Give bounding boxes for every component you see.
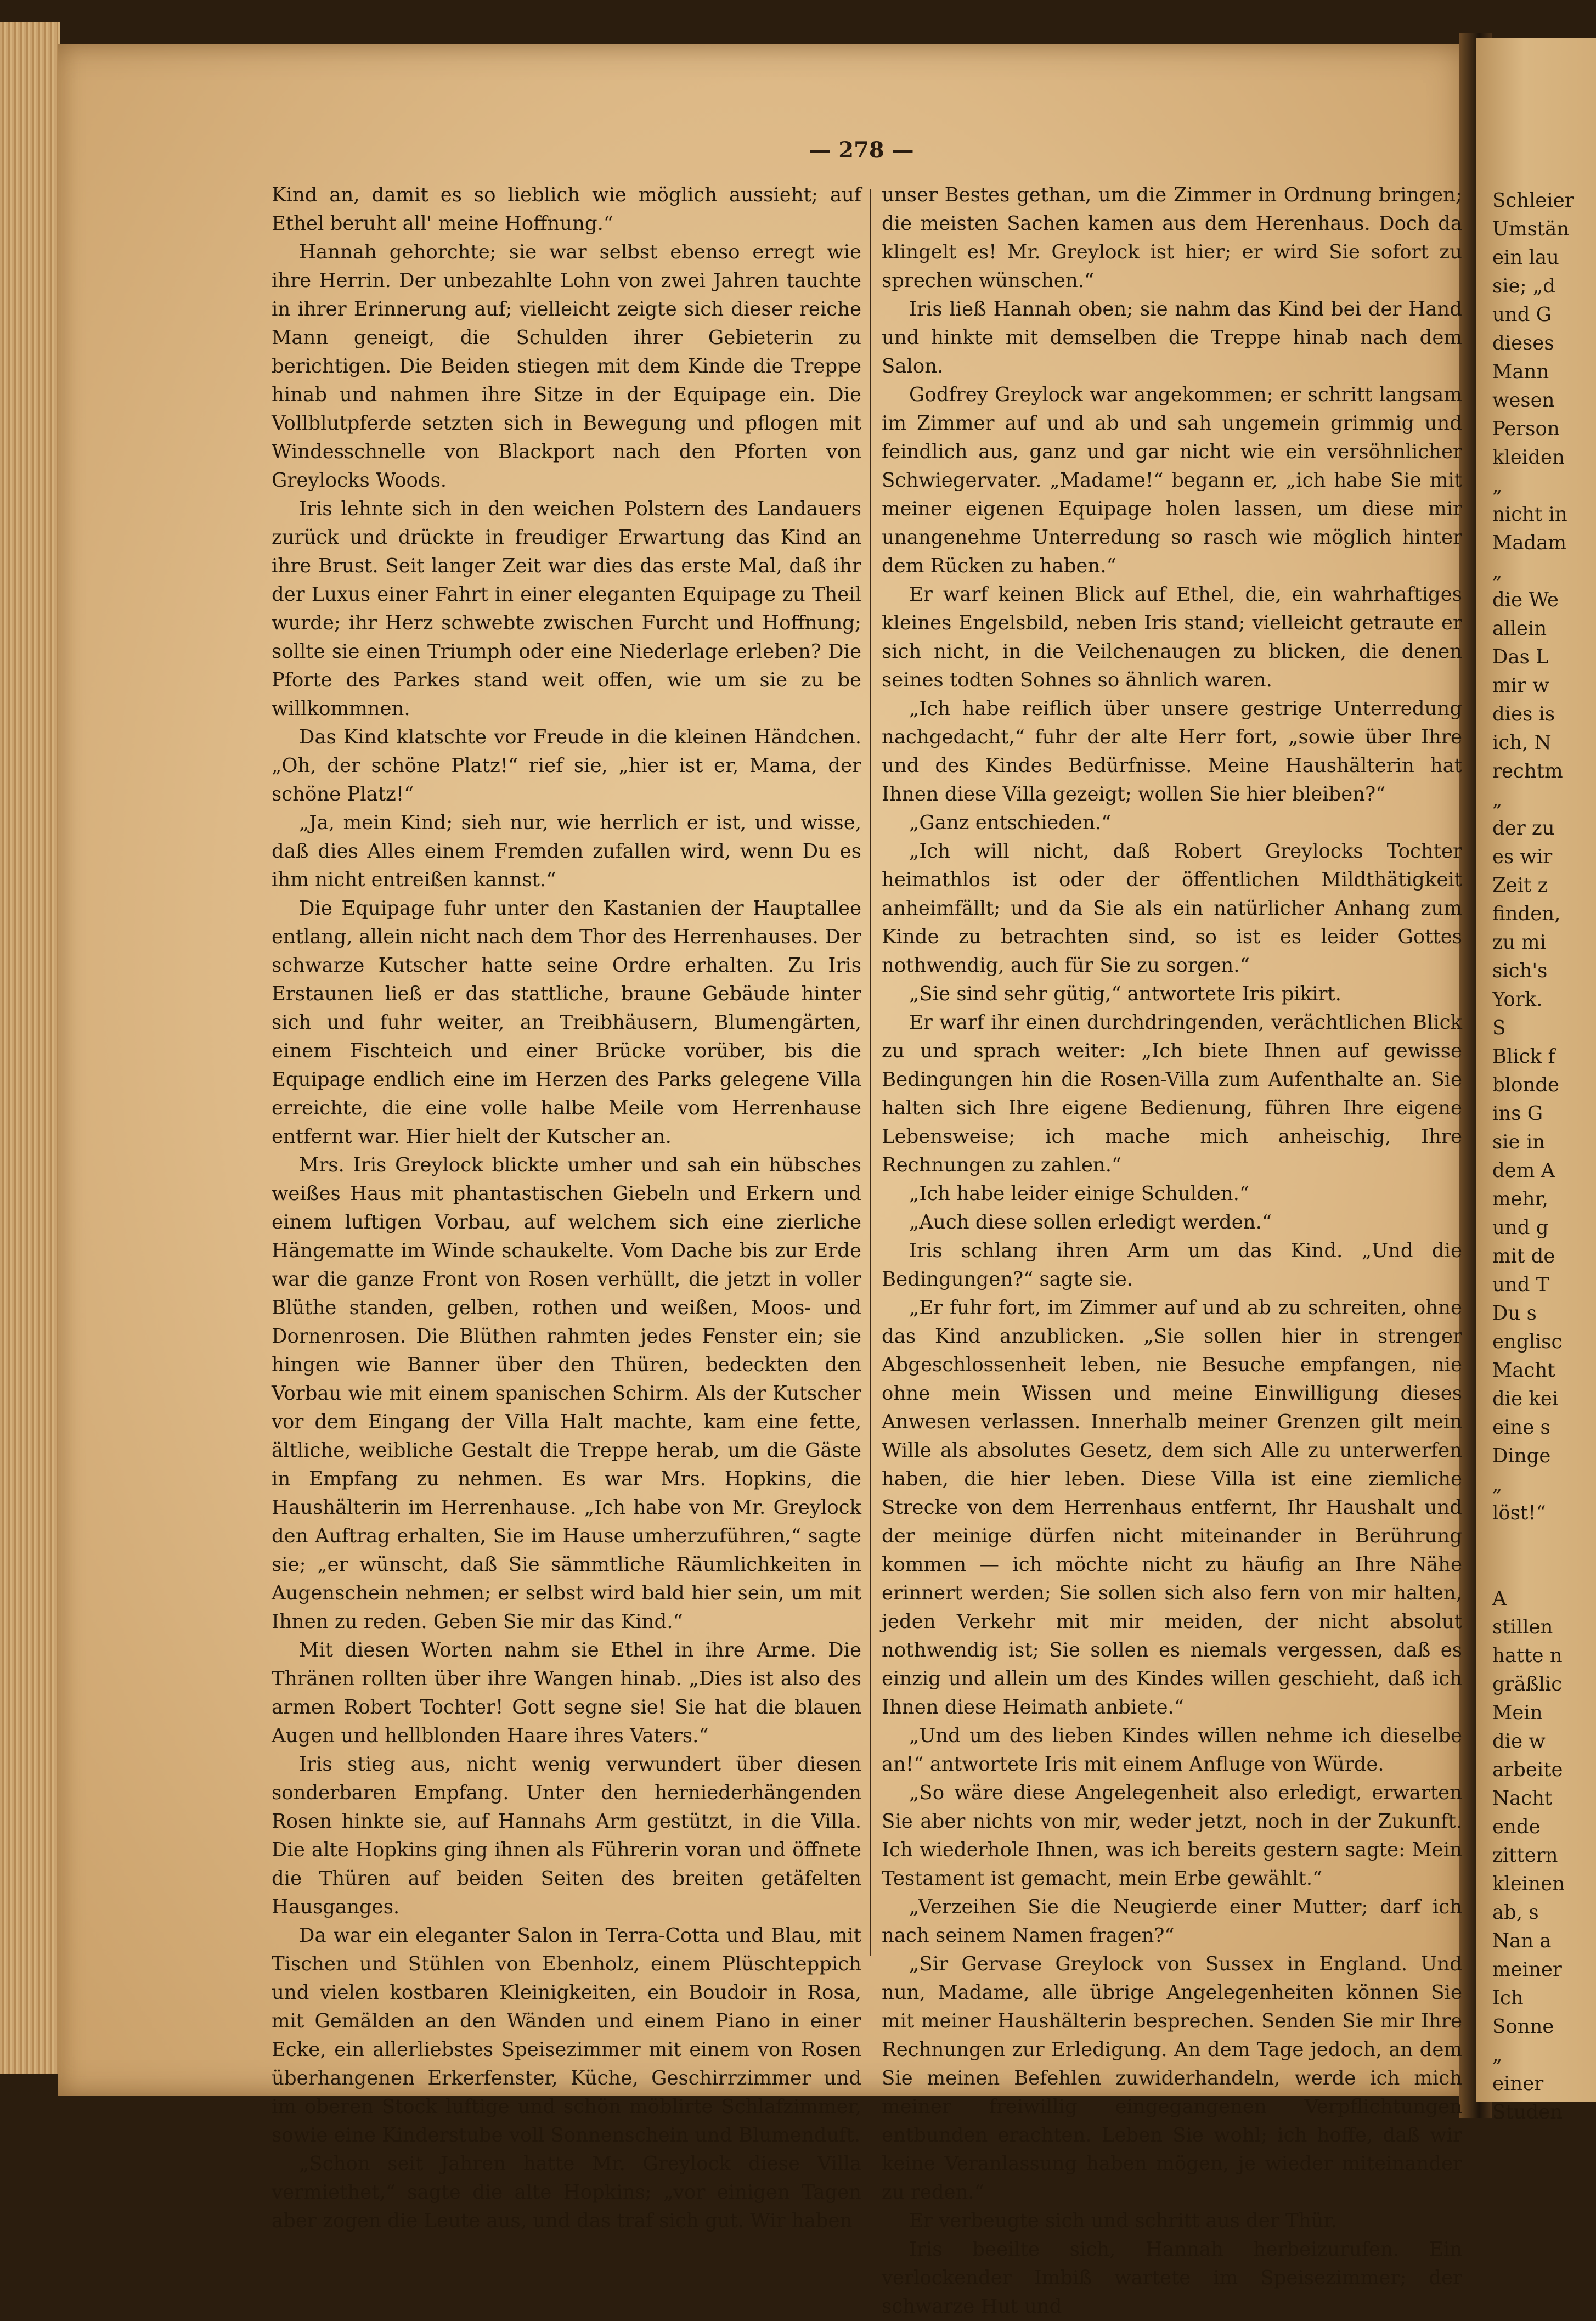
- paragraph: Iris schlang ihren Arm um das Kind. „Und die Bedingungen?“ sagte sie.: [882, 1240, 1462, 1291]
- paragraph: Godfrey Greylock war angekommen; er schritt langsam im Zimmer auf und ab und sah ungemein grimmig und feindlich aus, ganz und gar nicht wie ein versöhnlicher Schwiegervater. „Madame!“ begann er, „ich habe Sie mit meiner eigenen Equipage holen lassen, um diese mir unangenehme Unterredung so rasch wie möglich hinter dem Rücken zu haben.“: [882, 384, 1462, 577]
- fragment-line: meiner: [1492, 1958, 1562, 1981]
- paragraph: Iris stieg aus, nicht wenig verwundert über diesen sonderbaren Empfang. Unter den herniederhängenden Rosen hinkte sie, auf Hannahs Arm gestützt, in die Villa. Die alte Hopkins ging ihnen als Führerin voran und öffnete die Thüren auf beiden Seiten des breiten getäfelten Hausganges.: [272, 1753, 861, 1918]
- fragment-line: rechtm: [1492, 760, 1563, 782]
- fragment-line: kleiden: [1492, 446, 1565, 469]
- fragment-line: „: [1492, 475, 1503, 497]
- paragraph: Iris beeilte sich, Hannah herbeizurufen. Ein verlockender Imbiß wartete im Speisezimmer; der schwarze Hut und: [882, 2238, 1462, 2318]
- paragraph: „Ich will nicht, daß Robert Greylocks Tochter heimathlos ist oder der öffentlichen Mildthätigkeit anheimfällt; und da Sie als ein natürlicher Anhang zum Kinde zu betrachten sind, so ist es leider Gottes nothwendig, auch für Sie zu sorgen.“: [882, 840, 1462, 977]
- fragment-line: dieses: [1492, 332, 1554, 354]
- fragment-line: hatte n: [1492, 1644, 1563, 1667]
- fragment-line: „: [1492, 1473, 1503, 1496]
- fragment-line: [1492, 1556, 1596, 1585]
- paragraph: „Ganz entschieden.“: [909, 812, 1112, 834]
- paragraph: „Sie sind sehr gütig,“ antwortete Iris pikirt.: [909, 983, 1341, 1005]
- fragment-line: sie in: [1492, 1131, 1546, 1153]
- fragment-line: Person: [1492, 418, 1560, 440]
- fragment-line: kleinen: [1492, 1873, 1565, 1895]
- fragment-line: Dinge: [1492, 1445, 1551, 1467]
- fragment-line: Mein: [1492, 1702, 1543, 1724]
- fragment-line: ein lau: [1492, 246, 1559, 269]
- paragraph: „Ich habe reiflich über unsere gestrige Unterredung nachgedacht,“ fuhr der alte Herr fort, „sowie über Ihre und des Kindes Bedürfnisse. Meine Haushälterin hat Ihnen diese Villa gezeigt; wollen Sie hier bleiben?“: [882, 697, 1462, 805]
- fragment-line: Das L: [1492, 646, 1549, 668]
- fragment-line: Ich: [1492, 1987, 1524, 2009]
- paragraph: Das Kind klatschte vor Freude in die kleinen Händchen. „Oh, der schöne Platz!“ rief sie, „hier ist er, Mama, der schöne Platz!“: [272, 726, 861, 805]
- fragment-line: Nan a: [1492, 1930, 1552, 1952]
- paragraph: Kind an, damit es so lieblich wie möglich aussieht; auf Ethel beruht all' meine Hoffnung.“: [272, 184, 861, 235]
- fragment-line: zittern: [1492, 1844, 1558, 1867]
- fragment-line: dies is: [1492, 703, 1555, 725]
- fragment-line: sie; „d: [1492, 275, 1555, 297]
- fragment-line: gräßlic: [1492, 1673, 1563, 1695]
- fragment-line: Schleier: [1492, 189, 1574, 212]
- paragraph: Er verbeugte sich und schritt aus der Thür.: [909, 2210, 1337, 2232]
- fragment-line: Madam: [1492, 532, 1567, 554]
- fragment-line: es wir: [1492, 846, 1553, 868]
- fragment-line: Blick f: [1492, 1045, 1555, 1068]
- paragraph: „Verzeihen Sie die Neugierde einer Mutter; darf ich nach seinem Namen fragen?“: [882, 1896, 1462, 1947]
- fragment-line: und g: [1492, 1216, 1549, 1239]
- fragment-line: ins G: [1492, 1102, 1543, 1125]
- fragment-line: „: [1492, 788, 1503, 811]
- fragment-line: Zeit z: [1492, 874, 1548, 897]
- fragment-line: allein: [1492, 617, 1547, 640]
- fragment-line: und G: [1492, 303, 1552, 326]
- paragraph: „Ja, mein Kind; sieh nur, wie herrlich er ist, und wisse, daß dies Alles einem Fremden zufallen wird, wenn Du es ihm nicht entreißen kannst.“: [272, 812, 861, 891]
- fragment-line: die We: [1492, 589, 1559, 611]
- fragment-line: Macht: [1492, 1359, 1555, 1382]
- fragment-line: „: [1492, 560, 1503, 583]
- fragment-line: einer: [1492, 2072, 1544, 2095]
- page-number: — 278 —: [809, 137, 914, 163]
- book-page-edges: [0, 22, 60, 2074]
- fragment-line: ende: [1492, 1816, 1541, 1838]
- fragment-line: „: [1492, 2044, 1503, 2066]
- fragment-line: Sonne: [1492, 2015, 1554, 2038]
- fragment-line: Umstän: [1492, 218, 1570, 240]
- fragment-line: löst!“: [1492, 1502, 1546, 1524]
- fragment-line: blonde: [1492, 1074, 1560, 1096]
- paragraph: Iris ließ Hannah oben; sie nahm das Kind bei der Hand und hinkte mit demselben die Treppe hinab nach dem Salon.: [882, 298, 1462, 378]
- paragraph: „Er fuhr fort, im Zimmer auf und ab zu schreiten, ohne das Kind anzublicken. „Sie sollen hier in strenger Abgeschlossenheit leben, nie Besuche empfangen, nie ohne mein Wissen und meine Einwilligung dieses Anwesen verlassen. Innerhalb meiner Grenzen gilt mein Wille als absolutes Gesetz, dem sich Alle zu unterwerfen haben, die hier leben. Diese Villa ist eine ziemliche Strecke von dem Herrenhaus entfernt, Ihr Haushalt und der meinige dürfen nicht miteinander in Berührung kommen — ich möchte nicht zu häufig an Ihre Nähe erinnert werden; Sie sollen sich also fern von mir halten, jeden Verkehr mit mir meiden, der nicht absolut nothwendig ist; Sie sollen es niemals vergessen, daß es einzig und allein um des Kindes willen geschieht, daß ich Ihnen diese Heimath anbiete.“: [882, 1297, 1462, 1719]
- fragment-line: dem A: [1492, 1159, 1555, 1182]
- paragraph: Da war ein eleganter Salon in Terra-Cotta und Blau, mit Tischen und Stühlen von Ebenholz, einem Plüschteppich und vielen kostbaren Kleinigkeiten, ein Boudoir in Rosa, mit Gemälden an den Wänden und einem Piano in einer Ecke, ein allerliebstes Speisezimmer mit einem von Rosen überhangenen Erkerfenster, Küche, Geschirrzimmer und im oberen Stock luftige und schön möblirte Schlafzimmer, sowie eine Kinderstube voll Sonnenschein und Blumenduft.: [272, 1924, 861, 2147]
- fragment-line: mehr,: [1492, 1188, 1548, 1210]
- paragraph: „Ich habe leider einige Schulden.“: [909, 1182, 1250, 1205]
- fragment-line: die w: [1492, 1730, 1546, 1753]
- fragment-line: arbeite: [1492, 1759, 1563, 1781]
- fragment-line: die kei: [1492, 1388, 1559, 1410]
- fragment-line: nicht in: [1492, 503, 1567, 526]
- right-text-column: [882, 181, 1462, 2321]
- paragraph: unser Bestes gethan, um die Zimmer in Ordnung bringen; die meisten Sachen kamen aus dem Herenhaus. Doch da klingelt es! Mr. Greylock ist hier; er wird Sie sofort zu sprechen wünschen.“: [882, 184, 1462, 292]
- fragment-line: und T: [1492, 1274, 1549, 1296]
- fragment-line: stillen: [1492, 1616, 1553, 1638]
- fragment-line: mir w: [1492, 674, 1549, 697]
- fragment-line: der zu: [1492, 817, 1555, 840]
- fragment-line: Mann: [1492, 360, 1549, 383]
- fragment-line: York.: [1492, 988, 1543, 1011]
- paragraph: „Auch diese sollen erledigt werden.“: [909, 1211, 1272, 1233]
- paragraph: Hannah gehorchte; sie war selbst ebenso erregt wie ihre Herrin. Der unbezahlte Lohn von zwei Jahren tauchte in ihrer Erinnerung auf; vielleicht zeigte sich dieser reiche Mann geneigt, die Schulden ihrer Gebieterin zu berichtigen. Die Beiden stiegen mit dem Kinde die Treppe hinab und nahmen ihre Sitze in der Equipage ein. Die Vollblutpferde setzten sich in Bewegung und pflogen mit Windesschnelle von Blackport nach den Pforten von Greylocks Woods.: [272, 241, 861, 492]
- fragment-line: zu mi: [1492, 931, 1546, 954]
- paragraph: Er warf keinen Blick auf Ethel, die, ein wahrhaftiges kleines Engelsbild, neben Iris stand; vielleicht getraute er sich nicht, in die Veilchenaugen zu blicken, die denen seines todten Sohnes so ähnlich waren.: [882, 583, 1462, 691]
- paragraph: „Schon seit Jahren hatte Mr. Greylock diese Villa vermiethet,“ sagte die alte Hopkins; „vor einigen Tagen aber zogen die Leute aus, und das traf sich gut. Wir haben: [272, 2153, 861, 2232]
- fragment-line: Nacht: [1492, 1787, 1553, 1810]
- paragraph: „Und um des lieben Kindes willen nehme ich dieselbe an!“ antwortete Iris mit einem Anfluge von Würde.: [882, 1725, 1462, 1776]
- paragraph: Mit diesen Worten nahm sie Ethel in ihre Arme. Die Thränen rollten über ihre Wangen hinab. „Dies ist also des armen Robert Tochter! Gott segne sie! Sie hat die blauen Augen und hellblonden Haare ihres Vaters.“: [272, 1639, 861, 1747]
- fragment-line: sich's: [1492, 960, 1548, 982]
- fragment-line: Studen: [1492, 2101, 1563, 2123]
- left-text-column: [272, 181, 861, 2235]
- fragment-line: wesen: [1492, 389, 1555, 412]
- paragraph: Mrs. Iris Greylock blickte umher und sah ein hübsches weißes Haus mit phantastischen Giebeln und Erkern und einem luftigen Vorbau, auf welchem sich eine zierliche Hängematte im Winde schaukelte. Vom Dache bis zur Erde war die ganze Front von Rosen verhüllt, die jetzt in voller Blüthe standen, gelben, rothen und weißen, Moos- und Dornenrosen. Die Blüthen rahmten jedes Fenster ein; sie hingen wie Banner über den Thüren, bedeckten den Vorbau wie mit einem spanischen Schirm. Als der Kutscher vor dem Eingang der Villa Halt machte, kam eine fette, ältliche, weibliche Gestalt die Treppe herab, um die Gäste in Empfang zu nehmen. Es war Mrs. Hopkins, die Haushälterin im Herrenhause. „Ich habe von Mr. Greylock den Auftrag erhalten, Sie im Hause umherzuführen,“ sagte sie; „er wünscht, daß Sie sämmtliche Räumlichkeiten in Augenschein nehmen; er selbst wird bald hier sein, um mit Ihnen zu reden. Geben Sie mir das Kind.“: [272, 1154, 861, 1633]
- paragraph: Die Equipage fuhr unter den Kastanien der Hauptallee entlang, allein nicht nach dem Thor des Herrenhauses. Der schwarze Kutscher hatte seine Ordre erhalten. Zu Iris Erstaunen ließ er das stattliche, braune Gebäude hinter sich und fuhr weiter, an Treibhäusern, Blumengärten, einem Fischteich und einer Brücke vorüber, bis die Equipage endlich eine im Herzen des Parks gelegene Villa erreichte, die eine volle halbe Meile vom Herrenhause entfernt war. Hier hielt der Kutscher an.: [272, 897, 861, 1148]
- paragraph: Iris lehnte sich in den weichen Polstern des Landauers zurück und drückte in freudiger Erwartung das Kind an ihre Brust. Seit langer Zeit war dies das erste Mal, daß ihr der Luxus einer Fahrt in einer eleganten Equipage zu Theil wurde; ihr Herz schwebte zwischen Furcht und Hoffnung; sollte sie einen Triumph oder eine Niederlage erleben? Die Pforte des Parkes stand weit offen, wie um sie zu be willkommnen.: [272, 498, 861, 720]
- fragment-line: eine s: [1492, 1416, 1550, 1439]
- fragment-line: ich, N: [1492, 731, 1552, 754]
- fragment-line: A: [1492, 1587, 1507, 1610]
- fragment-line: [1492, 1528, 1596, 1556]
- fragment-line: ab, s: [1492, 1901, 1539, 1924]
- fragment-line: englisc: [1492, 1331, 1563, 1353]
- fragment-line: S: [1492, 1017, 1506, 1039]
- paragraph: „Sir Gervase Greylock von Sussex in England. Und nun, Madame, alle übrige Angelegenheiten können Sie mit meiner Haushälterin besprechen. Senden Sie mir Ihre Rechnungen zur Erledigung. An dem Tage jedoch, an dem Sie meinen Befehlen zuwiderhandeln, werde ich mich meiner freiwillig eingegangenen Verpflichtungen entbunden erachten. Leben Sie wohl; ich hoffe, daß wir keine Veranlassung haben mögen, je wieder miteinander zu reden.“: [882, 1953, 1462, 2204]
- fragment-line: Du s: [1492, 1302, 1537, 1325]
- paragraph: Er warf ihr einen durchdringenden, verächtlichen Blick zu und sprach weiter: „Ich biete Ihnen auf gewisse Bedingungen hin die Rosen-Villa zum Aufenthalte an. Sie halten sich Ihre eigene Bedienung, führen Ihre eigene Lebensweise; ich mache mich anheischig, Ihre Rechnungen zu zahlen.“: [882, 1011, 1462, 1176]
- column-divider: [870, 189, 871, 1956]
- fragment-line: mit de: [1492, 1245, 1555, 1267]
- paragraph: „So wäre diese Angelegenheit also erledigt, erwarten Sie aber nichts von mir, weder jetzt, noch in der Zukunft. Ich wiederhole Ihnen, was ich bereits gestern sagte: Mein Testament ist gemacht, mein Erbe gewählt.“: [882, 1782, 1462, 1890]
- fragment-line: finden,: [1492, 903, 1561, 925]
- next-page-fragments: [1492, 187, 1596, 2127]
